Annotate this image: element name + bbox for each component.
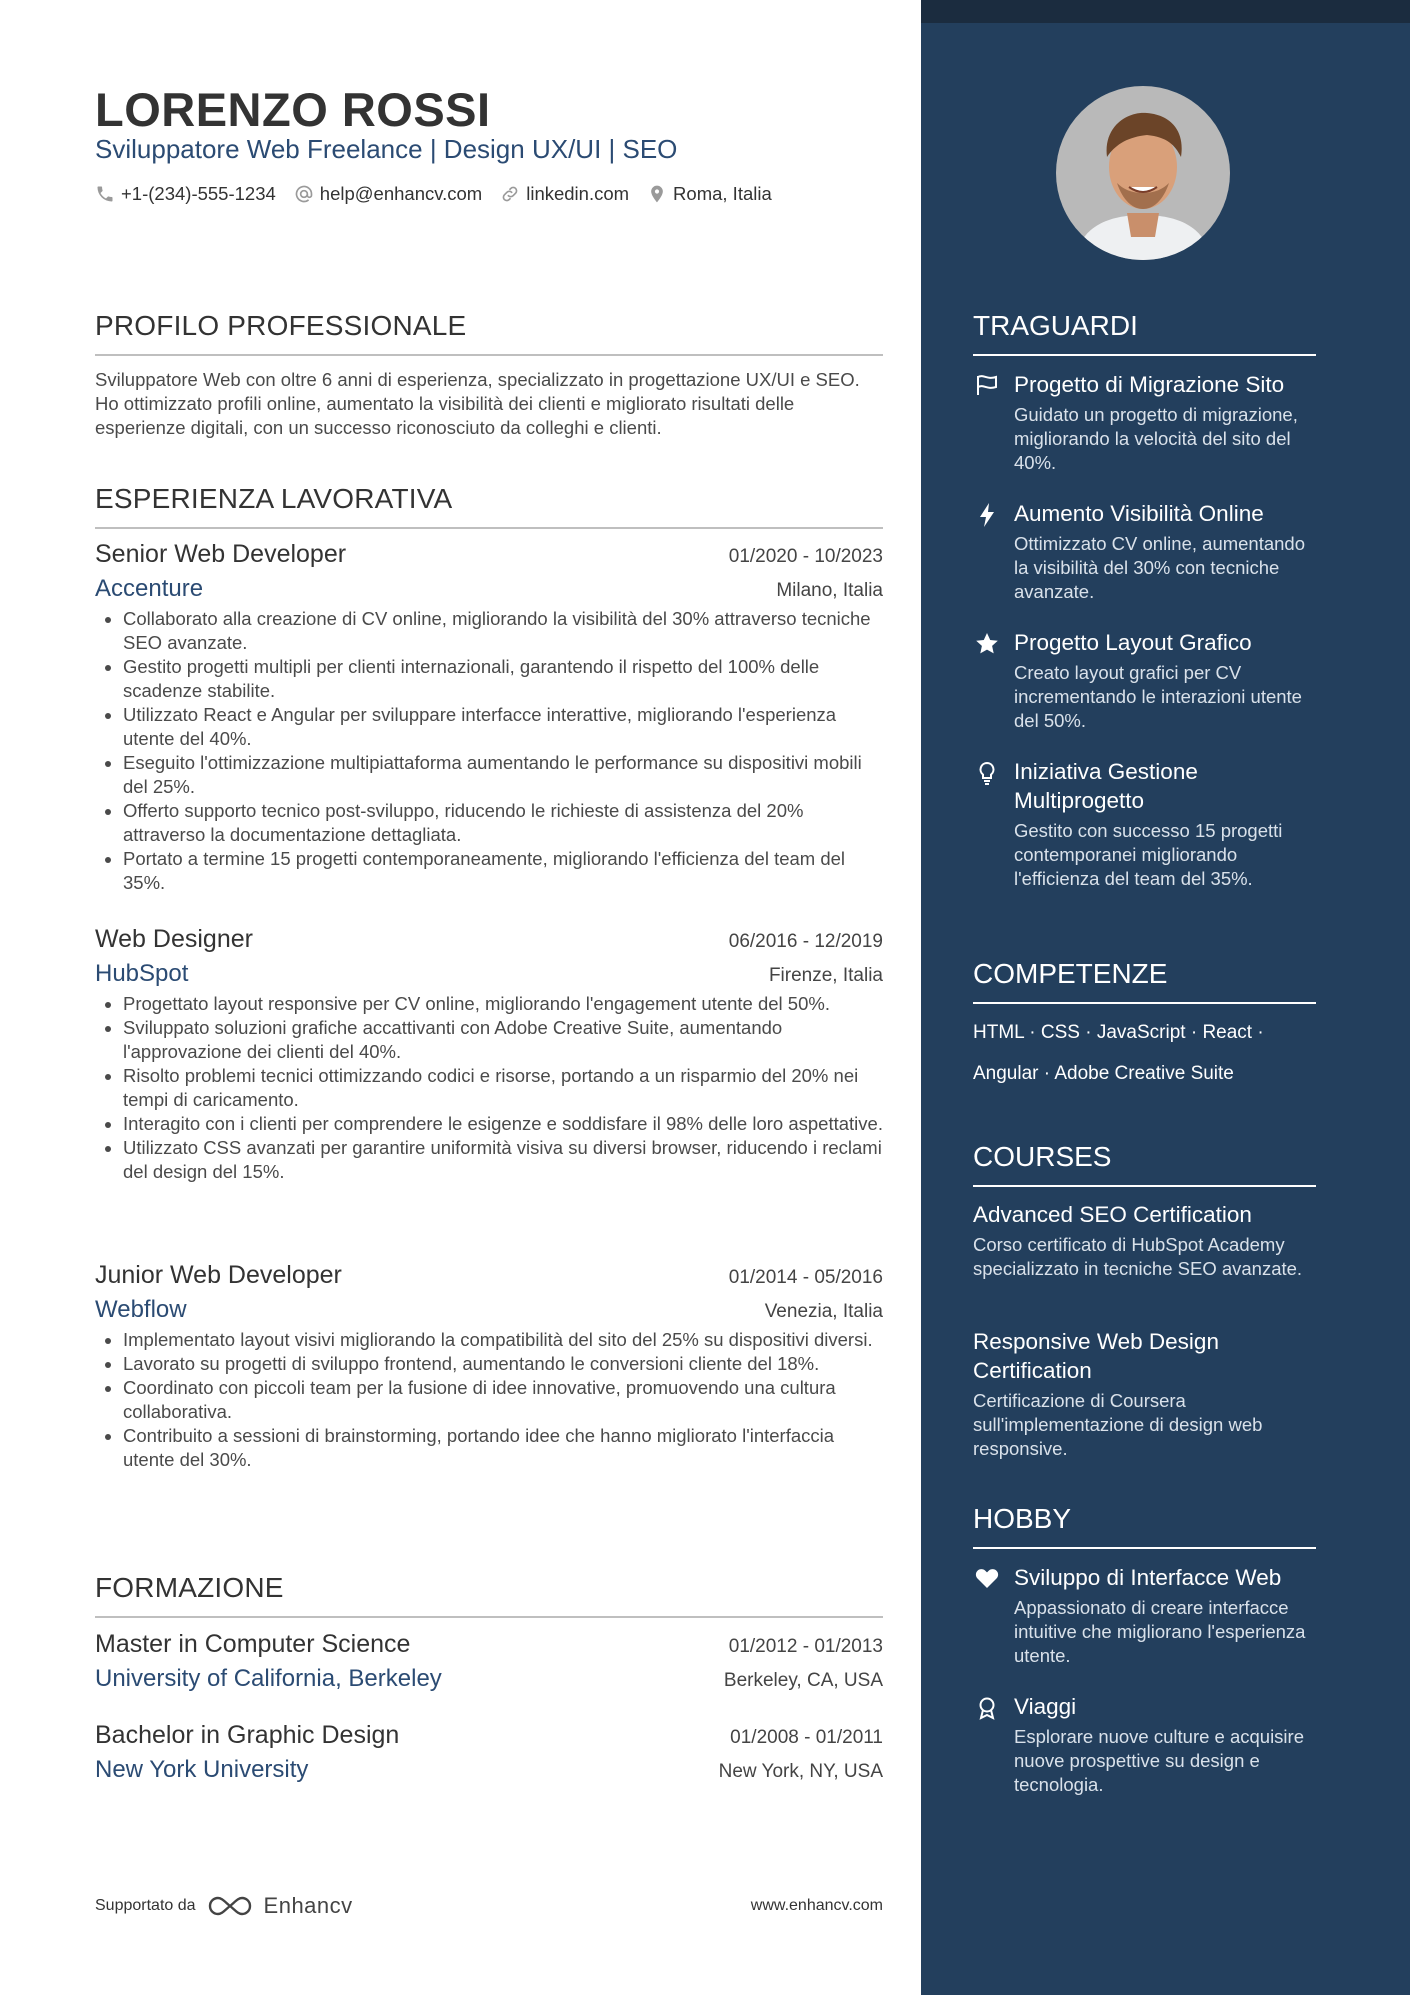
education-section	[95, 1572, 883, 1618]
course-desc: Certificazione di Coursera sull'implementazione di design web responsive.	[973, 1390, 1263, 1459]
list-item: • Interagito con i clienti per comprendere le esigenze e soddisfare il 98% delle loro aspettative.	[123, 1112, 883, 1136]
school-location: New York, NY, USA	[718, 1761, 883, 1782]
job-bullets	[95, 1328, 883, 1472]
school-name: University of California, Berkeley	[95, 1665, 442, 1692]
course-item	[973, 1200, 1316, 1281]
hobby-desc: Appassionato di creare interfacce intuitive che migliorano l'esperienza utente.	[1014, 1597, 1306, 1666]
education-dates: 01/2012 - 01/2013	[728, 1636, 883, 1657]
contact-phone[interactable]	[95, 183, 276, 205]
footer-url[interactable]: www.enhancv.com	[750, 1897, 883, 1914]
achievement-item	[973, 628, 1316, 733]
list-item: • Portato a termine 15 progetti contemporaneamente, migliorando l'efficienza del team del 35%.	[123, 847, 883, 895]
flag-icon	[973, 370, 1000, 396]
company-name: Accenture	[95, 575, 204, 602]
course-title: Responsive Web Design Certification	[973, 1329, 1219, 1383]
degree: Bachelor in Graphic Design	[95, 1721, 400, 1749]
hobby-title: Viaggi	[1014, 1694, 1077, 1719]
sidebar-top-band	[921, 0, 1410, 23]
achievement-title: Aumento Visibilità Online	[1014, 501, 1264, 526]
star-icon	[973, 628, 1000, 656]
school-name: New York University	[95, 1756, 309, 1783]
job-bullets	[95, 607, 883, 895]
job-entry	[95, 540, 883, 895]
job-location: Venezia, Italia	[764, 1301, 883, 1322]
education-entry	[95, 1721, 883, 1784]
profile-heading: PROFILO PROFESSIONALE	[95, 310, 467, 341]
phone-icon	[95, 184, 115, 204]
achievement-title: Iniziativa Gestione Multiprogetto	[1014, 759, 1198, 813]
list-item: • Risolto problemi tecnici ottimizzando codici e risorse, portando a un risparmio del 20% nei tempi di caricamento.	[123, 1064, 883, 1112]
job-dates: 01/2020 - 10/2023	[728, 546, 883, 567]
list-item: • Eseguito l'ottimizzazione multipiattaforma aumentando le performance su dispositivi mobili del 25%.	[123, 751, 883, 799]
list-item: • Offerto supporto tecnico post-sviluppo, riducendo le richieste di assistenza del 20% attraverso la documentazione dettagliata.	[123, 799, 883, 847]
achievement-item	[973, 499, 1316, 604]
contact-location-text: Roma, Italia	[673, 183, 772, 204]
skills-line: HTML · CSS · JavaScript · React ·	[973, 1022, 1264, 1043]
enhancv-logo-icon	[206, 1893, 254, 1919]
hobby-heading: HOBBY	[973, 1503, 1072, 1534]
job-entry	[95, 925, 883, 1184]
achievement-desc: Gestito con successo 15 progetti contemporanei migliorando l'efficienza del team del 35%.	[1014, 820, 1283, 889]
skills-list	[973, 1012, 1316, 1094]
divider	[95, 527, 883, 529]
contact-linkedin[interactable]	[500, 183, 629, 205]
list-item: • Utilizzato React e Angular per sviluppare interfacce interattive, migliorando l'esperienza utente del 40%.	[123, 703, 883, 751]
avatar	[1055, 85, 1231, 261]
achievement-title: Progetto di Migrazione Sito	[1014, 372, 1285, 397]
divider	[973, 1185, 1316, 1187]
experience-section	[95, 483, 883, 529]
heart-icon	[973, 1563, 1000, 1589]
course-title: Advanced SEO Certification	[973, 1202, 1252, 1227]
skills-heading: COMPETENZE	[973, 958, 1168, 989]
divider	[95, 1616, 883, 1618]
powered-by-text: Supportato da	[95, 1897, 196, 1914]
list-item: • Sviluppato soluzioni grafiche accattivanti con Adobe Creative Suite, aumentando l'approvazione dei clienti del 40%.	[123, 1016, 883, 1064]
achievement-desc: Creato layout grafici per CV incrementando le interazioni utente del 50%.	[1014, 662, 1302, 731]
brand-name: Enhancv	[263, 1893, 353, 1918]
achievement-item	[973, 757, 1316, 891]
education-heading: FORMAZIONE	[95, 1572, 284, 1603]
job-location: Firenze, Italia	[768, 965, 883, 986]
achievements-heading: TRAGUARDI	[973, 310, 1138, 341]
contact-bar	[95, 183, 772, 205]
list-item: • Coordinato con piccoli team per la fusione di idee innovative, promuovendo una cultura collaborativa.	[123, 1376, 883, 1424]
candidate-subtitle: Sviluppatore Web Freelance | Design UX/UI | SEO	[95, 134, 678, 164]
job-entry	[95, 1261, 883, 1472]
contact-location	[647, 183, 772, 205]
divider	[973, 1002, 1316, 1004]
achievement-title: Progetto Layout Grafico	[1014, 630, 1252, 655]
education-entry	[95, 1630, 883, 1693]
courses-heading: COURSES	[973, 1141, 1112, 1172]
course-item	[973, 1327, 1316, 1461]
job-location: Milano, Italia	[776, 580, 883, 601]
achievement-desc: Ottimizzato CV online, aumentando la visibilità del 30% con tecniche avanzate.	[1014, 533, 1306, 602]
profile-summary: Sviluppatore Web con oltre 6 anni di esperienza, specializzato in progettazione UX/UI e SEO. Ho ottimizzato profili online, aumentato la visibilità dei clienti e migliorato risultati delle esperienze digitali, con un successo riconosciuto da colleghi e clienti.	[95, 369, 860, 438]
list-item: • Implementato layout visivi migliorando la compatibilità del sito del 25% su dispositivi diversi.	[123, 1328, 883, 1352]
achievements-section	[973, 310, 1316, 356]
list-item: • Collaborato alla creazione di CV online, migliorando la visibilità del 30% attraverso tecniche SEO avanzate.	[123, 607, 883, 655]
job-dates: 01/2014 - 05/2016	[728, 1267, 883, 1288]
lightbulb-icon	[973, 757, 1000, 785]
profile-section	[95, 310, 883, 440]
job-title: Web Designer	[95, 925, 253, 953]
achievement-item	[973, 370, 1316, 475]
list-item: • Utilizzato CSS avanzati per garantire uniformità visiva su diversi browser, riducendo i reclami del design del 15%.	[123, 1136, 883, 1184]
achievement-desc: Guidato un progetto di migrazione, migliorando la velocità del sito del 40%.	[1014, 404, 1298, 473]
list-item: • Progettato layout responsive per CV online, migliorando l'engagement utente del 50%.	[123, 992, 883, 1016]
contact-phone-text: +1-(234)-555-1234	[121, 183, 276, 204]
divider	[95, 354, 883, 356]
powered-by[interactable]	[95, 1893, 353, 1919]
sidebar	[921, 0, 1410, 1995]
contact-email-text: help@enhancv.com	[319, 183, 483, 204]
job-title: Senior Web Developer	[95, 540, 347, 568]
company-name: HubSpot	[95, 960, 189, 987]
hobby-desc: Esplorare nuove culture e acquisire nuove prospettive su design e tecnologia.	[1014, 1726, 1304, 1795]
job-dates: 06/2016 - 12/2019	[728, 931, 883, 952]
courses-section	[973, 1141, 1316, 1187]
award-icon	[973, 1692, 1000, 1720]
skills-section	[973, 958, 1316, 1094]
footer	[95, 1893, 883, 1919]
skills-line: Angular · Adobe Creative Suite	[973, 1063, 1234, 1084]
hobby-title: Sviluppo di Interfacce Web	[1014, 1565, 1282, 1590]
school-location: Berkeley, CA, USA	[723, 1670, 883, 1691]
job-title: Junior Web Developer	[95, 1261, 342, 1289]
degree: Master in Computer Science	[95, 1630, 411, 1658]
hobby-item	[973, 1563, 1316, 1668]
list-item: • Contribuito a sessioni di brainstorming, portando idee che hanno migliorato l'interfaccia utente del 30%.	[123, 1424, 883, 1472]
bolt-icon	[973, 499, 1000, 527]
job-bullets	[95, 992, 883, 1184]
location-icon	[647, 184, 667, 204]
divider	[973, 354, 1316, 356]
contact-email[interactable]	[294, 183, 482, 205]
hobby-item	[973, 1692, 1316, 1797]
list-item: • Gestito progetti multipli per clienti internazionali, garantendo il rispetto del 100% delle scadenze stabilite.	[123, 655, 883, 703]
link-icon	[500, 184, 520, 204]
contact-linkedin-text: linkedin.com	[526, 183, 630, 204]
hobby-section	[973, 1503, 1316, 1549]
candidate-name: LORENZO ROSSI	[95, 83, 491, 136]
divider	[973, 1547, 1316, 1549]
course-desc: Corso certificato di HubSpot Academy specializzato in tecniche SEO avanzate.	[973, 1234, 1303, 1279]
education-dates: 01/2008 - 01/2011	[730, 1727, 883, 1748]
experience-heading: ESPERIENZA LAVORATIVA	[95, 483, 453, 514]
at-icon	[294, 184, 314, 204]
company-name: Webflow	[95, 1296, 187, 1323]
list-item: • Lavorato su progetti di sviluppo frontend, aumentando le conversioni cliente del 18%.	[123, 1352, 883, 1376]
